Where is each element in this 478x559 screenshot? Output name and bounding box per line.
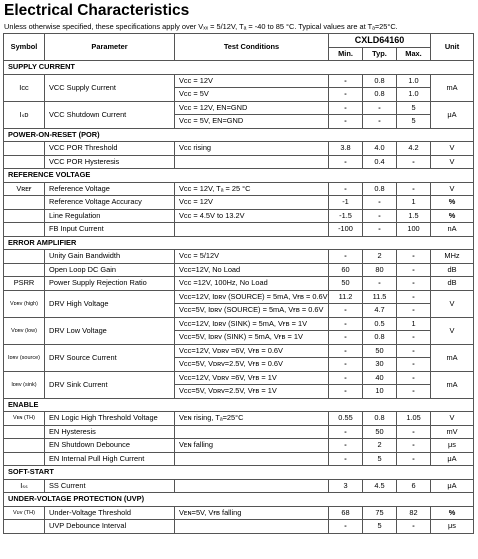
- cell-max: -: [397, 425, 431, 439]
- table-row: [4, 506, 474, 520]
- table-row: [4, 317, 474, 331]
- electrical-characteristics-table: [3, 33, 474, 534]
- cell-parameter: DRV Sink Current: [45, 371, 175, 398]
- cell-symbol: Vᴅʀᴠ (high): [4, 290, 45, 317]
- cell-max: 4.2: [397, 142, 431, 156]
- cell-typ: 0.8: [363, 412, 397, 426]
- cell-typ: 11.5: [363, 290, 397, 304]
- header-parameter: Parameter: [45, 34, 175, 61]
- cell-max: 100: [397, 223, 431, 237]
- cell-symbol: Iᴅʀᴠ (source): [4, 344, 45, 371]
- cell-min: -: [329, 358, 363, 372]
- section-ref: REFERENCE VOLTAGE: [4, 169, 474, 183]
- cell-typ: 0.4: [363, 155, 397, 169]
- cell-typ: 5: [363, 520, 397, 534]
- cell-max: 1.5: [397, 209, 431, 223]
- cell-typ: -: [363, 277, 397, 291]
- cell-min: -: [329, 182, 363, 196]
- cell-typ: 5: [363, 452, 397, 466]
- cell-symbol: [4, 196, 45, 210]
- table-row: [4, 344, 474, 358]
- cell-unit: dB: [431, 263, 474, 277]
- cell-parameter: Power Supply Rejection Ratio: [45, 277, 175, 291]
- cell-min: -100: [329, 223, 363, 237]
- cell-min: -: [329, 439, 363, 453]
- cell-typ: 30: [363, 358, 397, 372]
- cell-symbol: Iᴄᴄ: [4, 74, 45, 101]
- table-row: [4, 250, 474, 264]
- cell-parameter: Reference Voltage: [45, 182, 175, 196]
- cell-condition: Vᴄᴄ rising: [175, 142, 329, 156]
- cell-condition: [175, 479, 329, 493]
- table-row: [4, 425, 474, 439]
- cell-condition: Vᴄᴄ = 12V, Tₐ = 25 °C: [175, 182, 329, 196]
- cell-unit: mV: [431, 425, 474, 439]
- cell-parameter: SS Current: [45, 479, 175, 493]
- cell-typ: 0.5: [363, 317, 397, 331]
- cell-condition: Vᴄᴄ=5V, Vᴅʀᴠ=2.5V, Vғʙ = 0.6V: [175, 358, 329, 372]
- cell-condition: Vᴄᴄ = 5V: [175, 88, 329, 102]
- cell-condition: [175, 155, 329, 169]
- section-row: [4, 236, 474, 250]
- cell-condition: Vᴄᴄ =12V, 100Hz, No Load: [175, 277, 329, 291]
- cell-min: -: [329, 344, 363, 358]
- page-title: Electrical Characteristics: [4, 2, 190, 19]
- cell-symbol: [4, 520, 45, 534]
- table-row: [4, 101, 474, 115]
- cell-symbol: [4, 155, 45, 169]
- cell-symbol: Vᴅʀᴠ (low): [4, 317, 45, 344]
- cell-parameter: EN Shutdown Debounce: [45, 439, 175, 453]
- header-conditions: Test Conditions: [175, 34, 329, 61]
- cell-symbol: Vʀᴇғ: [4, 182, 45, 196]
- section-row: [4, 466, 474, 480]
- table-row: [4, 182, 474, 196]
- cell-unit: mA: [431, 74, 474, 101]
- cell-max: -: [397, 155, 431, 169]
- cell-max: -: [397, 520, 431, 534]
- cell-typ: 0.8: [363, 74, 397, 88]
- cell-typ: -: [363, 223, 397, 237]
- cell-typ: 50: [363, 344, 397, 358]
- cell-min: -: [329, 155, 363, 169]
- section-row: [4, 169, 474, 183]
- cell-typ: 4.0: [363, 142, 397, 156]
- cell-max: 1: [397, 196, 431, 210]
- cell-max: 1: [397, 317, 431, 331]
- cell-min: 0.55: [329, 412, 363, 426]
- cell-typ: 4.5: [363, 479, 397, 493]
- cell-max: -: [397, 358, 431, 372]
- cell-symbol: [4, 209, 45, 223]
- cell-max: 1.0: [397, 74, 431, 88]
- cell-unit: μA: [431, 479, 474, 493]
- cell-condition: Vᴄᴄ=12V, Vᴅʀᴠ =6V, Vғʙ = 0.6V: [175, 344, 329, 358]
- header-device: CXLD64160: [329, 34, 431, 48]
- header-max: Max.: [397, 47, 431, 61]
- cell-parameter: UVP Debounce Interval: [45, 520, 175, 534]
- cell-parameter: FB Input Current: [45, 223, 175, 237]
- cell-typ: 2: [363, 439, 397, 453]
- cell-min: 3: [329, 479, 363, 493]
- cell-unit: mA: [431, 371, 474, 398]
- cell-unit: μA: [431, 452, 474, 466]
- section-uvp: UNDER-VOLTAGE PROTECTION (UVP): [4, 493, 474, 507]
- header-unit: Unit: [431, 34, 474, 61]
- cell-condition: [175, 452, 329, 466]
- section-err: ERROR AMPLIFIER: [4, 236, 474, 250]
- cell-unit: MHz: [431, 250, 474, 264]
- cell-parameter: Line Regulation: [45, 209, 175, 223]
- cell-unit: mA: [431, 344, 474, 371]
- cell-symbol: [4, 223, 45, 237]
- section-row: [4, 493, 474, 507]
- cell-max: -: [397, 331, 431, 345]
- cell-parameter: Open Loop DC Gain: [45, 263, 175, 277]
- cell-unit: V: [431, 290, 474, 317]
- cell-symbol: Iᴅʀᴠ (sink): [4, 371, 45, 398]
- cell-max: -: [397, 439, 431, 453]
- cell-unit: μs: [431, 439, 474, 453]
- cell-typ: -: [363, 101, 397, 115]
- table-row: [4, 142, 474, 156]
- cell-typ: 0.8: [363, 88, 397, 102]
- cell-typ: 10: [363, 385, 397, 399]
- cell-unit: %: [431, 506, 474, 520]
- cell-condition: [175, 520, 329, 534]
- section-por: POWER-ON-RESET (POR): [4, 128, 474, 142]
- table-row: [4, 196, 474, 210]
- cell-min: -: [329, 317, 363, 331]
- cell-symbol: PSRR: [4, 277, 45, 291]
- cell-min: 11.2: [329, 290, 363, 304]
- cell-unit: dB: [431, 277, 474, 291]
- section-ss: SOFT-START: [4, 466, 474, 480]
- cell-parameter: EN Internal Pull High Current: [45, 452, 175, 466]
- cell-unit: μA: [431, 101, 474, 128]
- page-subtitle: Unless otherwise specified, these specifications apply over Vₓₓ = 5/12V, Tₐ = -40 to 85 °C. Typical values are at Tₐ=25°C.: [4, 22, 398, 31]
- cell-symbol: [4, 250, 45, 264]
- cell-min: -: [329, 425, 363, 439]
- cell-typ: -: [363, 196, 397, 210]
- cell-typ: 4.7: [363, 304, 397, 318]
- cell-symbol: [4, 439, 45, 453]
- cell-condition: [175, 223, 329, 237]
- cell-min: 68: [329, 506, 363, 520]
- cell-parameter: VCC Shutdown Current: [45, 101, 175, 128]
- cell-typ: 40: [363, 371, 397, 385]
- cell-parameter: DRV Source Current: [45, 344, 175, 371]
- cell-min: -: [329, 304, 363, 318]
- cell-min: -: [329, 74, 363, 88]
- cell-max: 5: [397, 115, 431, 129]
- cell-symbol: Iₛₛ: [4, 479, 45, 493]
- cell-max: 1.0: [397, 88, 431, 102]
- cell-min: 50: [329, 277, 363, 291]
- cell-unit: V: [431, 155, 474, 169]
- cell-max: -: [397, 304, 431, 318]
- cell-parameter: VCC POR Hysteresis: [45, 155, 175, 169]
- cell-symbol: [4, 452, 45, 466]
- cell-max: 1.05: [397, 412, 431, 426]
- cell-condition: Vᴄᴄ = 12V: [175, 196, 329, 210]
- cell-symbol: [4, 142, 45, 156]
- cell-symbol: [4, 263, 45, 277]
- cell-condition: Vᴄᴄ=5V, Iᴅʀᴠ (SOURCE) = 5mA, Vғʙ = 0.6V: [175, 304, 329, 318]
- section-row: [4, 128, 474, 142]
- header-min: Min.: [329, 47, 363, 61]
- cell-condition: Vᴄᴄ = 5/12V: [175, 250, 329, 264]
- cell-max: -: [397, 385, 431, 399]
- table-row: [4, 277, 474, 291]
- cell-parameter: DRV High Voltage: [45, 290, 175, 317]
- cell-min: -: [329, 385, 363, 399]
- table-row: [4, 439, 474, 453]
- cell-max: -: [397, 263, 431, 277]
- cell-max: -: [397, 452, 431, 466]
- cell-min: 3.8: [329, 142, 363, 156]
- cell-typ: 2: [363, 250, 397, 264]
- cell-min: -: [329, 101, 363, 115]
- table-row: [4, 371, 474, 385]
- cell-condition: Vᴄᴄ=12V, Vᴅʀᴠ =6V, Vғʙ = 1V: [175, 371, 329, 385]
- cell-condition: Vᴇɴ=5V, Vғʙ falling: [175, 506, 329, 520]
- cell-symbol: Vᴇɴ (TH): [4, 412, 45, 426]
- cell-condition: [175, 425, 329, 439]
- cell-parameter: DRV Low Voltage: [45, 317, 175, 344]
- cell-condition: Vᴄᴄ = 12V, EN=GND: [175, 101, 329, 115]
- section-supply: SUPPLY CURRENT: [4, 61, 474, 75]
- cell-parameter: VCC POR Threshold: [45, 142, 175, 156]
- cell-max: -: [397, 250, 431, 264]
- cell-parameter: Reference Voltage Accuracy: [45, 196, 175, 210]
- section-en: ENABLE: [4, 398, 474, 412]
- table-row: [4, 209, 474, 223]
- table-row: [4, 223, 474, 237]
- cell-unit: V: [431, 182, 474, 196]
- cell-typ: -: [363, 115, 397, 129]
- cell-condition: Vᴄᴄ=12V, No Load: [175, 263, 329, 277]
- cell-min: -: [329, 88, 363, 102]
- cell-min: -: [329, 331, 363, 345]
- cell-max: -: [397, 344, 431, 358]
- cell-typ: 75: [363, 506, 397, 520]
- cell-unit: %: [431, 209, 474, 223]
- cell-parameter: VCC Supply Current: [45, 74, 175, 101]
- cell-condition: Vᴄᴄ = 4.5V to 13.2V: [175, 209, 329, 223]
- cell-unit: V: [431, 142, 474, 156]
- section-row: [4, 398, 474, 412]
- cell-min: -: [329, 250, 363, 264]
- cell-parameter: EN Hysteresis: [45, 425, 175, 439]
- cell-parameter: EN Logic High Threshold Voltage: [45, 412, 175, 426]
- cell-max: 5: [397, 101, 431, 115]
- cell-parameter: Under-Voltage Threshold: [45, 506, 175, 520]
- cell-condition: Vᴄᴄ=12V, Iᴅʀᴠ (SOURCE) = 5mA, Vғʙ = 0.6V: [175, 290, 329, 304]
- cell-max: -: [397, 371, 431, 385]
- cell-condition: Vᴄᴄ=5V, Iᴅʀᴠ (SINK) = 5mA, Vғʙ = 1V: [175, 331, 329, 345]
- cell-unit: μs: [431, 520, 474, 534]
- cell-condition: Vᴄᴄ = 5V, EN=GND: [175, 115, 329, 129]
- table-row: [4, 290, 474, 304]
- table-row: [4, 452, 474, 466]
- header-typ: Typ.: [363, 47, 397, 61]
- table-row: [4, 479, 474, 493]
- cell-max: -: [397, 290, 431, 304]
- cell-typ: 50: [363, 425, 397, 439]
- cell-condition: Vᴇɴ falling: [175, 439, 329, 453]
- cell-min: -: [329, 115, 363, 129]
- cell-max: -: [397, 277, 431, 291]
- cell-unit: V: [431, 412, 474, 426]
- cell-typ: -: [363, 209, 397, 223]
- cell-unit: %: [431, 196, 474, 210]
- cell-min: -: [329, 371, 363, 385]
- cell-condition: Vᴄᴄ=5V, Vᴅʀᴠ=2.5V, Vғʙ = 1V: [175, 385, 329, 399]
- cell-condition: Vᴄᴄ = 12V: [175, 74, 329, 88]
- table-row: [4, 263, 474, 277]
- cell-min: -1: [329, 196, 363, 210]
- cell-symbol: [4, 425, 45, 439]
- cell-unit: V: [431, 317, 474, 344]
- cell-max: 6: [397, 479, 431, 493]
- cell-min: 60: [329, 263, 363, 277]
- header-symbol: Symbol: [4, 34, 45, 61]
- table-row: [4, 74, 474, 88]
- cell-symbol: Iₛᴅ: [4, 101, 45, 128]
- cell-min: -: [329, 452, 363, 466]
- cell-max: 82: [397, 506, 431, 520]
- cell-typ: 80: [363, 263, 397, 277]
- cell-min: -: [329, 520, 363, 534]
- cell-condition: Vᴇɴ rising, Tₐ=25°C: [175, 412, 329, 426]
- table-row: [4, 412, 474, 426]
- cell-min: -1.5: [329, 209, 363, 223]
- cell-max: -: [397, 182, 431, 196]
- header-row: [4, 34, 474, 48]
- cell-typ: 0.8: [363, 331, 397, 345]
- section-row: [4, 61, 474, 75]
- cell-symbol: Vᴜᴠ (TH): [4, 506, 45, 520]
- table-row: [4, 155, 474, 169]
- cell-condition: Vᴄᴄ=12V, Iᴅʀᴠ (SINK) = 5mA, Vғʙ = 1V: [175, 317, 329, 331]
- cell-unit: nA: [431, 223, 474, 237]
- cell-parameter: Unity Gain Bandwidth: [45, 250, 175, 264]
- table-row: [4, 520, 474, 534]
- cell-typ: 0.8: [363, 182, 397, 196]
